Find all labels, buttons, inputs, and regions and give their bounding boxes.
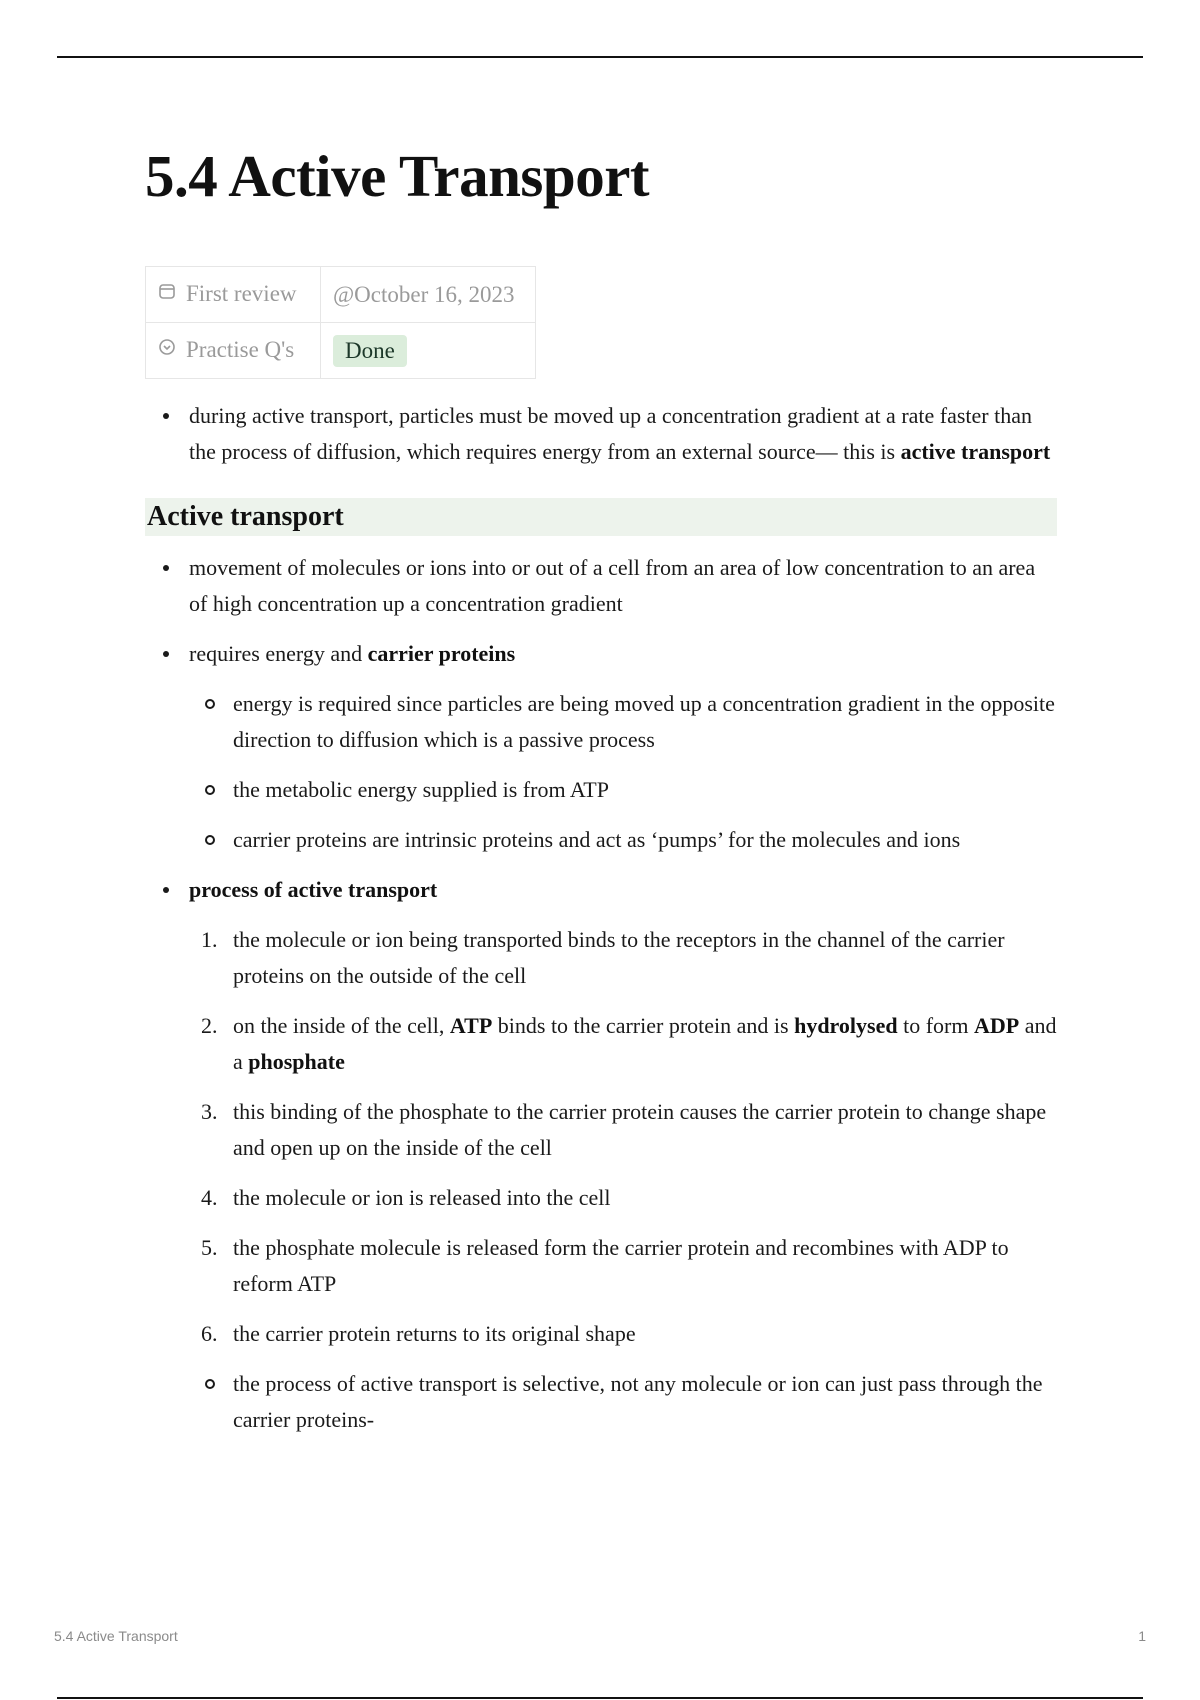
properties-table [145,266,536,379]
step-item: 6. the carrier protein returns to its original shape [201,1321,636,1346]
calendar-icon [158,280,176,306]
step-item: 4. the molecule or ion is released into the cell [201,1185,611,1210]
sub-list-item: carrier proteins are intrinsic proteins and act as ‘pumps’ for the molecules and ions [145,822,1057,858]
property-value[interactable] [321,267,536,323]
document-body [145,398,1057,1452]
property-row-practise [146,323,536,379]
main-list [145,550,1057,672]
list-item: during active transport, particles must be moved up a concentration gradient at a rate faster than the process of diffusion, which requires energy from an external source— this is active transport [145,398,1057,470]
list-item: movement of molecules or ions into or out of a cell from an area of low concentration to an area of high concentration up a concentration gradient [145,550,1057,622]
footer-title: 5.4 Active Transport [54,1628,178,1644]
date-value: @October 16, 2023 [333,281,515,307]
top-rule [57,56,1143,58]
sub-list-item: energy is required since particles are being moved up a concentration gradient in the opposite direction to diffusion which is a passive process [145,686,1057,758]
property-label: Practise Q's [186,336,295,362]
property-value[interactable] [321,323,536,379]
process-steps [145,922,1057,1352]
intro-list [145,398,1057,470]
page-title: 5.4 Active Transport [145,143,650,209]
step-item: 5. the phosphate molecule is released form the carrier protein and recombines with ADP to reform ATP [201,1235,1009,1296]
list-item: process of active transport [145,872,1057,908]
property-label: First review [186,280,297,306]
status-tag: Done [333,335,407,367]
property-key [146,267,321,323]
sub-list-item: the process of active transport is selective, not any molecule or ion can just pass through the carrier proteins- [145,1366,1057,1438]
list-item: requires energy and carrier proteins [145,636,1057,672]
status-icon [158,336,176,362]
step-item: 3. this binding of the phosphate to the carrier protein causes the carrier protein to change shape and open up on the inside of the cell [201,1099,1047,1160]
sub-list-item: the metabolic energy supplied is from ATP [145,772,1057,808]
property-key [146,323,321,379]
sub-list [145,686,1057,858]
page-number: 1 [1138,1628,1146,1644]
step-item: 1. the molecule or ion being transported binds to the receptors in the channel of the carrier proteins on the outside of the cell [201,927,1005,988]
main-list [145,872,1057,908]
property-row-first-review [146,267,536,323]
bottom-rule [57,1697,1143,1699]
section-heading: Active transport [145,498,1057,536]
step-item: 2. on the inside of the cell, ATP binds to the carrier protein and is hydrolysed to form ADP and a phosphate [201,1013,1057,1074]
sub-list [145,1366,1057,1438]
